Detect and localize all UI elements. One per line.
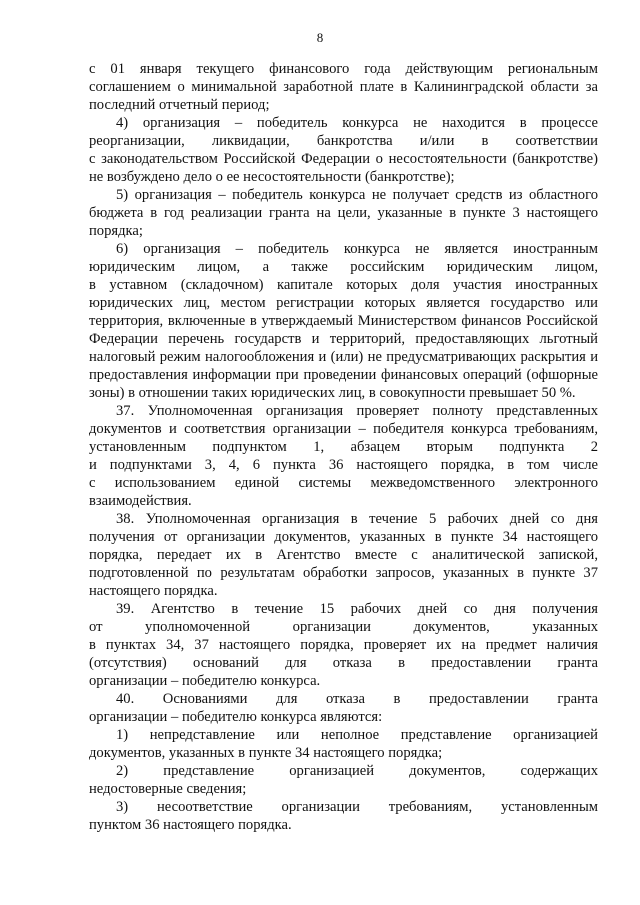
text-line: 5) организация – победитель конкурса не получает средств из областного [116, 187, 598, 203]
paragraph-p38 [89, 510, 598, 600]
text-line: с 01 января текущего финансового года действующим региональным [89, 61, 598, 77]
text-line: территория, включенные в утверждаемый Министерством финансов Российской [89, 313, 598, 329]
text-line: с законодательством Российской Федерации о несостоятельности (банкротстве) [89, 151, 598, 167]
text-line: 1) непредставление или неполное представление организацией [116, 727, 598, 743]
paragraph-p5 [89, 186, 598, 240]
text-line: порядка; [89, 223, 143, 239]
page-number: 8 [316, 30, 324, 45]
text-line: соглашением о минимальной заработной плате в Калининградской области за [89, 79, 598, 95]
paragraph-p40-3 [89, 798, 598, 834]
paragraph-p4 [89, 114, 598, 186]
text-line: 6) организация – победитель конкурса не является иностранным [116, 241, 598, 257]
text-line: и подпунктами 3, 4, 6 пункта 36 настоящего порядка, в том числе [89, 457, 598, 473]
text-line: предоставления информации при проведении финансовых операций (офшорные [89, 367, 598, 383]
text-line: от уполномоченной организации документов, указанных [89, 619, 598, 635]
text-line: юридическим лицом, а также российским юридическим лицом, [89, 259, 598, 275]
text-line: последний отчетный период; [89, 97, 270, 113]
text-line: настоящего порядка. [89, 583, 218, 599]
text-line: 37. Уполномоченная организация проверяет полноту представленных [116, 403, 598, 419]
paragraph-p-cont [89, 60, 598, 114]
text-line: организации – победителю конкурса. [89, 673, 321, 689]
text-line: пунктом 36 настоящего порядка. [89, 817, 292, 833]
paragraph-p39 [89, 600, 598, 690]
paragraph-p40-1 [89, 726, 598, 762]
document-body [89, 60, 598, 834]
text-line: взаимодействия. [89, 493, 192, 509]
text-line: документов и соответствия организации – победителя конкурса требованиям, [89, 421, 598, 437]
paragraph-p40-2 [89, 762, 598, 798]
text-line: получения от организации документов, указанных в пункте 34 настоящего [89, 529, 598, 545]
text-line: 4) организация – победитель конкурса не находится в процессе [116, 115, 598, 131]
text-line: 38. Уполномоченная организация в течение 5 рабочих дней со дня [116, 511, 598, 527]
text-line: (отсутствия) оснований для отказа в предоставлении гранта [89, 655, 598, 671]
text-line: в уставном (складочном) капитале которых доля участия иностранных [89, 277, 598, 293]
text-line: с использованием единой системы межведомственного электронного [89, 475, 598, 491]
text-line: 3) несоответствие организации требованиям, установленным [116, 799, 598, 815]
text-line: документов, указанных в пункте 34 настоящего порядка; [89, 745, 443, 761]
text-line: бюджета в год реализации гранта на цели, указанные в пункте 3 настоящего [89, 205, 598, 221]
text-line: реорганизации, ликвидации, банкротства и/или в соответствии [89, 133, 598, 149]
paragraph-p6 [89, 240, 598, 402]
text-line: 39. Агентство в течение 15 рабочих дней со дня получения [116, 601, 598, 617]
text-line: организации – победителю конкурса являются: [89, 709, 383, 725]
text-line: подготовленной по результатам обработки запросов, указанных в пункте 37 [89, 565, 598, 581]
text-line: 40. Основаниями для отказа в предоставлении гранта [116, 691, 598, 707]
text-line: не возбуждено дело о ее несостоятельности (банкротстве); [89, 169, 455, 185]
text-line: недостоверные сведения; [89, 781, 247, 797]
paragraph-p40 [89, 690, 598, 726]
text-line: 2) представление организацией документов, содержащих [116, 763, 598, 779]
text-line: установленным подпунктом 1, абзацем вторым подпункта 2 [89, 439, 598, 455]
text-line: порядка, передает их в Агентство вместе с аналитической запиской, [89, 547, 598, 563]
text-line: зоны) в отношении таких юридических лиц, в совокупности превышает 50 %. [89, 385, 576, 401]
text-line: юридических лиц, местом регистрации которых является государство или [89, 295, 598, 311]
paragraph-p37 [89, 402, 598, 510]
text-line: Федерации перечень государств и территорий, предоставляющих льготный [89, 331, 598, 347]
text-line: в пунктах 34, 37 настоящего порядка, проверяет их на предмет наличия [89, 637, 598, 653]
text-line: налоговый режим налогообложения и (или) не предусматривающих раскрытия и [89, 349, 598, 365]
